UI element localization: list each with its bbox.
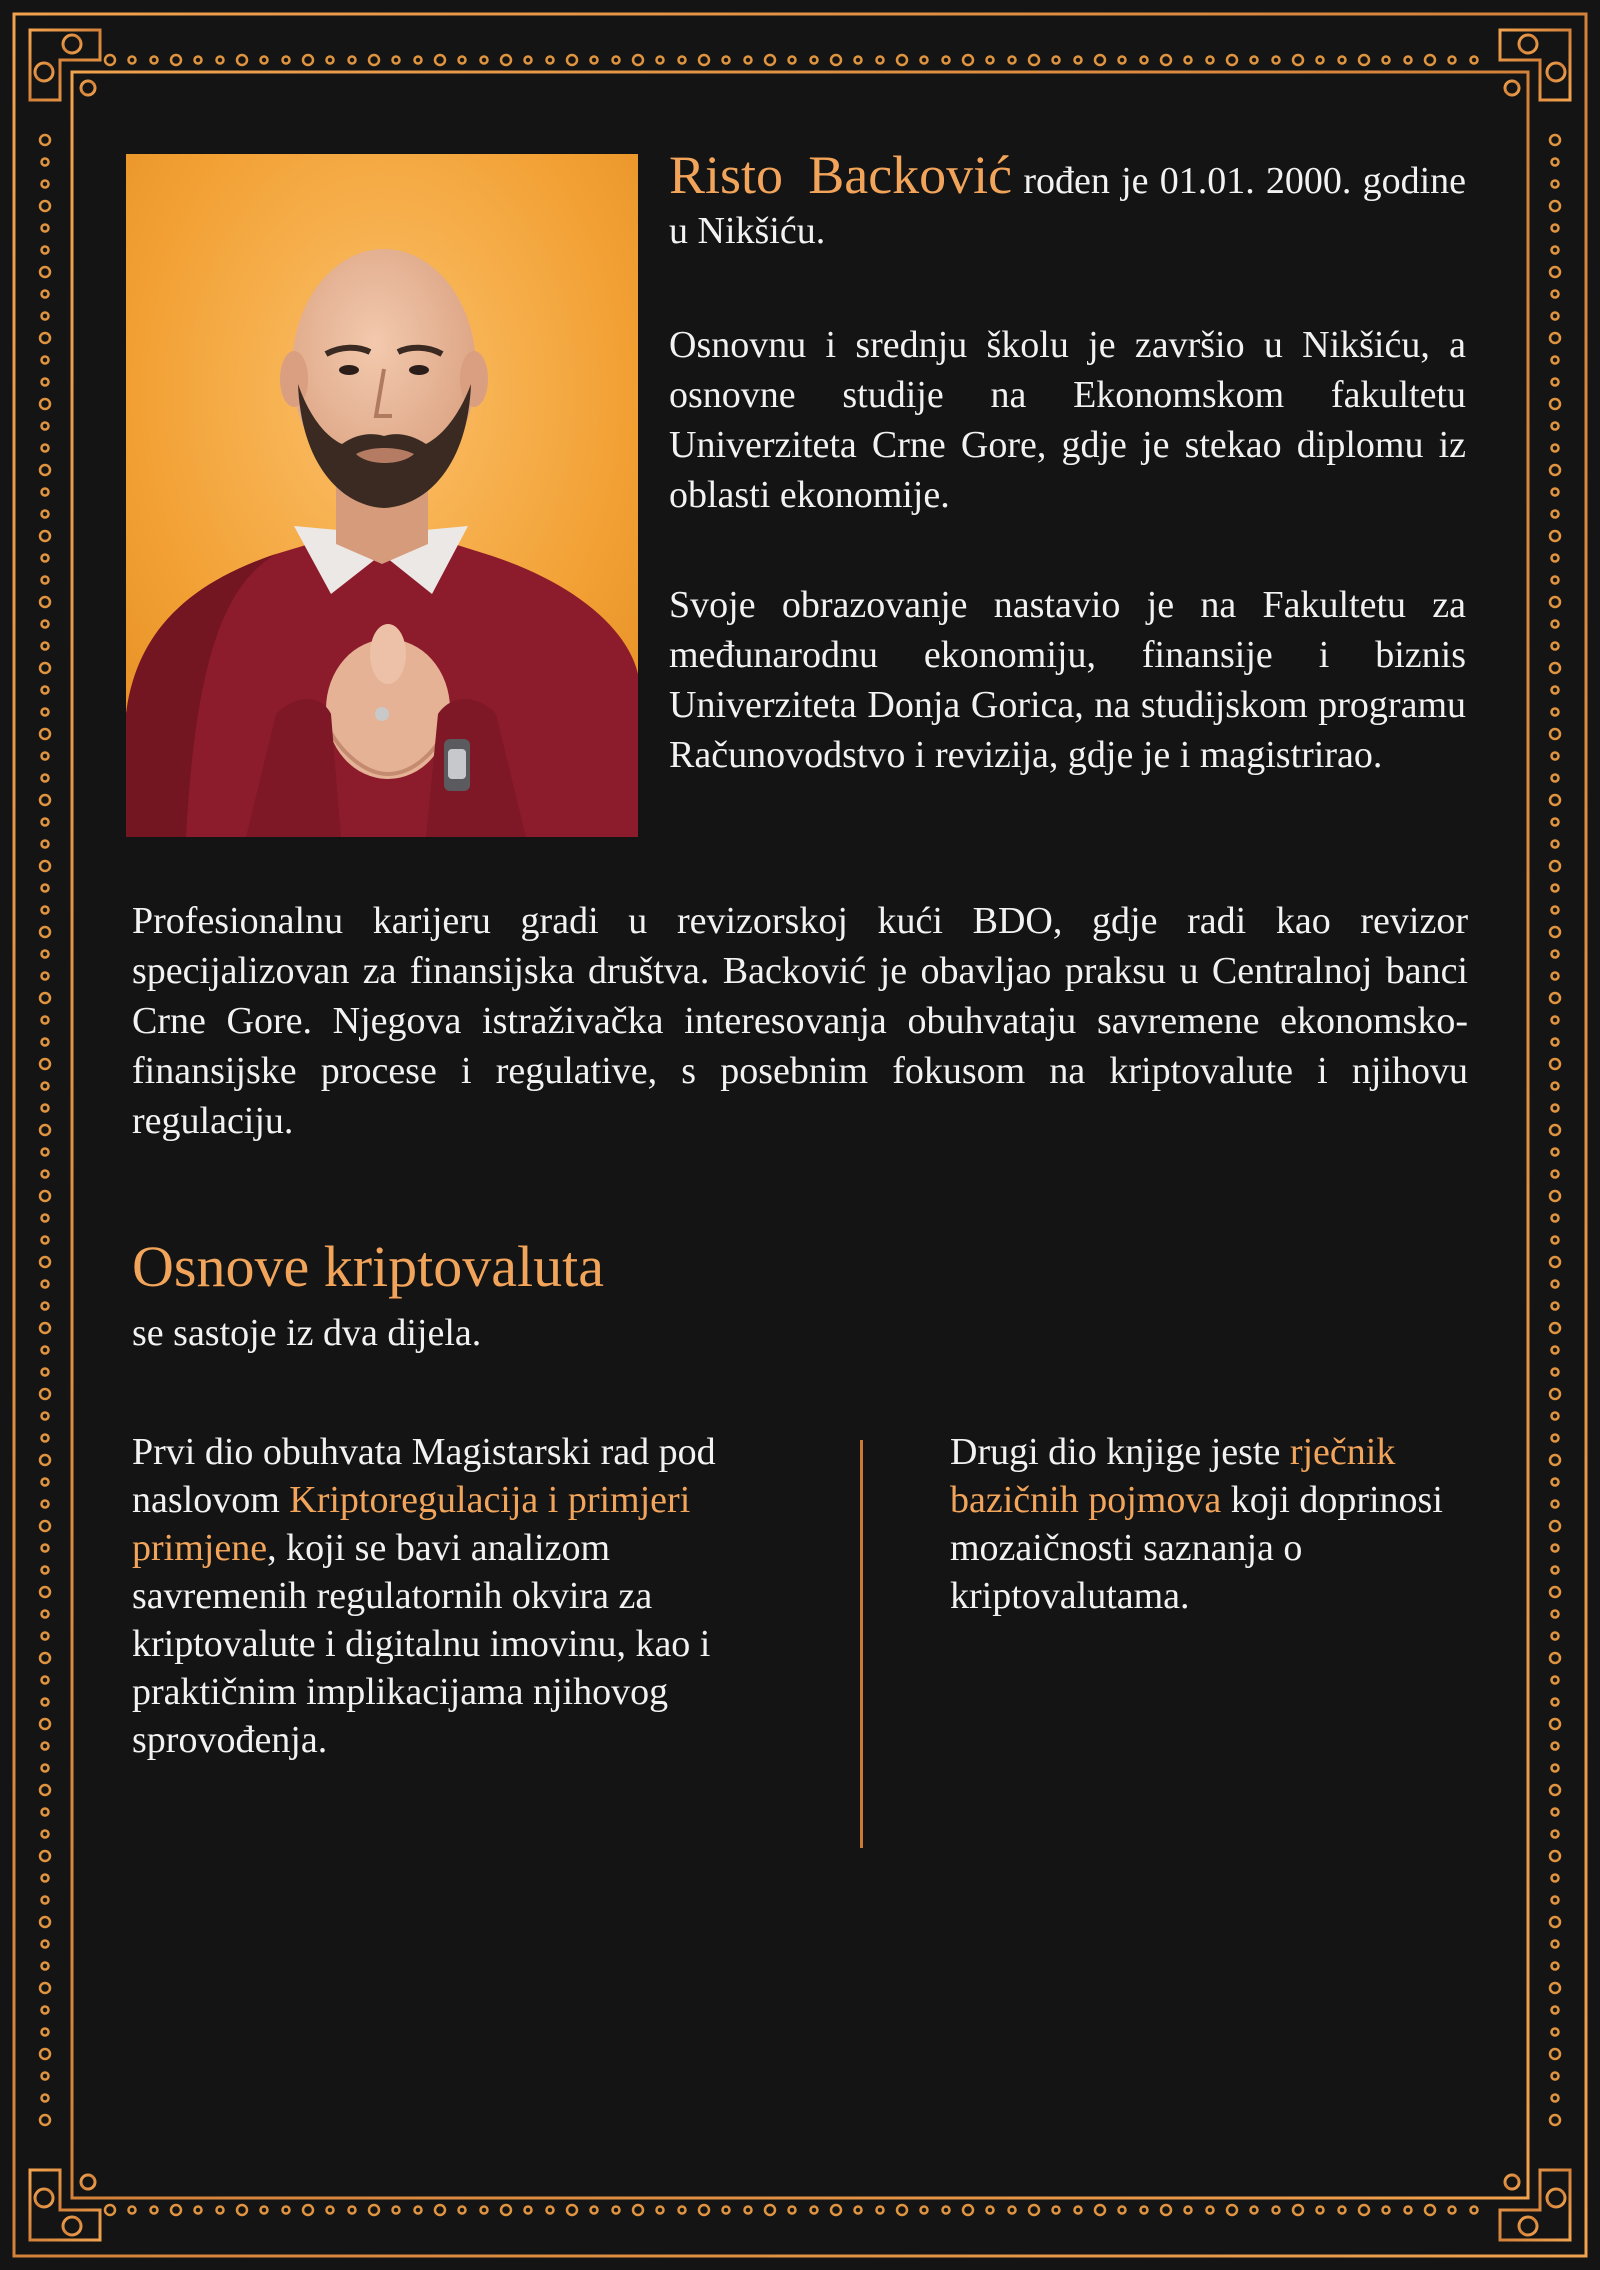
- author-name: Risto Backović: [669, 145, 1013, 205]
- column-divider: [860, 1440, 863, 1848]
- part-two-text-after: koji doprinosi mozaičnosti saznanja o kriptovalutama.: [950, 1479, 1443, 1617]
- part-one-text-after: , koji se bavi analizom savremenih regulatornih okvira za kriptovalute i digitalnu imovinu, kao i praktičnim implikacijama njihovog sprovođenja.: [132, 1527, 711, 1761]
- part-one-text-before: Prvi dio obuhvata Magistarski rad pod naslovom: [132, 1431, 716, 1521]
- author-birth-info: rođen je 01.01. 2000. godine u Nikšiću.: [669, 160, 1466, 252]
- section-subtitle: se sastoje iz dva dijela.: [132, 1312, 482, 1354]
- part-two-text-before: Drugi dio knjige jeste: [950, 1431, 1290, 1473]
- section-title: Osnove kriptovaluta: [132, 1234, 604, 1299]
- education-paragraph-2: Svoje obrazovanje nastavio je na Fakultetu za međunarodnu ekonomiju, finansije i biznis Univerziteta Donja Gorica, na studijskom programu Računovodstvo i revizija, gdje je i magistrirao.: [669, 584, 1466, 776]
- part-two-description: [950, 1428, 1490, 1620]
- education-paragraph-1: Osnovnu i srednju školu je završio u Nikšiću, a osnovne studije na Ekonomskom fakultetu Univerziteta Crne Gore, gdje je stekao diplomu iz oblasti ekonomije.: [669, 324, 1466, 516]
- part-two-title: rječnik bazičnih pojmova: [950, 1431, 1396, 1521]
- part-one-description: [132, 1428, 792, 1764]
- part-one-title: Kriptoregulacija i primjeri primjene: [132, 1479, 691, 1569]
- career-paragraph: Profesionalnu karijeru gradi u revizorskoj kući BDO, gdje radi kao revizor specijalizovan za finansijska društva. Backović je obavljao praksu u Centralnoj banci Crne Gore. Njegova istraživačka interesovanja obuhvataju savremene ekonomsko-finansijske procese i regulative, s posebnim fokusom na kriptovalute i njihovu regulaciju.: [132, 900, 1468, 1142]
- author-intro: [669, 145, 1466, 256]
- author-portrait: [126, 154, 638, 837]
